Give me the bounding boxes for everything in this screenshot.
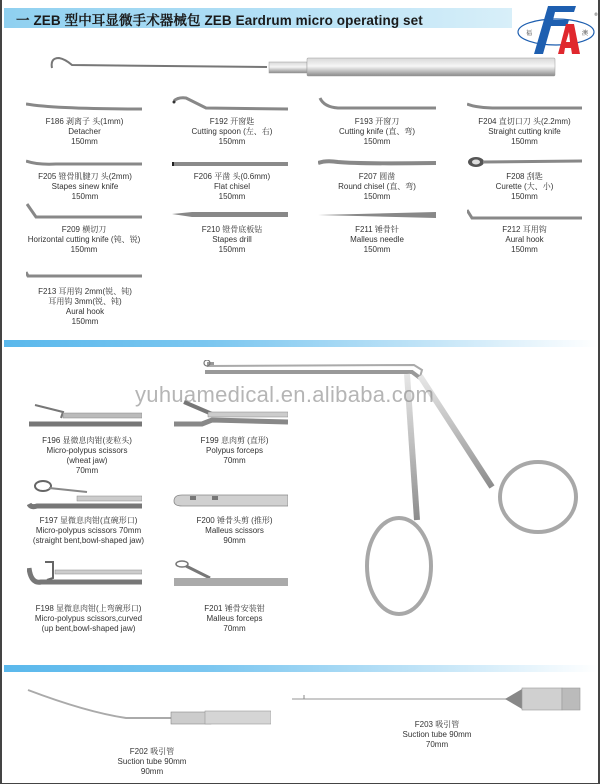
caption-f208: F208 刮匙 Curette (大、小) 150mm: [495, 172, 554, 201]
caption-f201: F201 锤骨安装钳 Malleus forceps 70mm: [204, 604, 265, 633]
section-divider-2: [4, 665, 598, 672]
micro-polypus-scissors-straight-image: [27, 478, 142, 510]
caption-f197: F197 显微息肉钳(直碗形口) Micro-polypus scissors 70mm (straight bent,bowl-shaped jaw): [32, 516, 145, 545]
stapes-sinew-knife-image: [26, 157, 142, 169]
caption-f196: F196 显微息肉钳(麦粒头) Micro-polypus scissors (wheat jaw) 70mm: [42, 436, 132, 475]
svg-text:®: ®: [594, 12, 598, 17]
section-divider: [4, 340, 598, 347]
micro-polypus-scissors-curved-image: [27, 560, 142, 590]
fa-logo-icon: [514, 2, 600, 58]
caption-f198: F198 显微息肉钳(上弯碗形口) Micro-polypus scissors,curved (up bent,bowl-shaped jaw): [34, 604, 143, 633]
malleus-scissors-image: [172, 492, 288, 510]
caption-f202: F202 吸引管 Suction tube 90mm 90mm: [117, 747, 187, 776]
caption-f200: F200 锤骨头剪 (推形) Malleus scissors 90mm: [196, 516, 273, 545]
svg-text:澳: 澳: [582, 30, 589, 37]
watermark: yuhuamedical.en.alibaba.com: [135, 382, 435, 407]
stapes-drill-image: [172, 210, 288, 218]
cutting-knife-image: [318, 97, 436, 113]
micro-polypus-scissors-wheat-jaw-image: [27, 402, 142, 428]
caption-f203: F203 吸引管 Suction tube 90mm 70mm: [402, 720, 472, 749]
straight-cutting-knife-image: [467, 100, 582, 112]
hook-instrument-image: [47, 52, 567, 82]
caption-f193: F193 开窗刀 Cutting knife (直、弯) 150mm: [338, 117, 416, 146]
caption-f209: F209 横切刀 Horizontal cutting knife (钝、锐) 150mm: [27, 225, 141, 254]
aural-hook-2-image: [26, 271, 142, 281]
caption-f199: F199 息肉剪 (直形) Polypus forceps 70mm: [200, 436, 269, 465]
caption-f211: F211 锤骨针 Malleus needle 150mm: [350, 225, 404, 254]
caption-f204: F204 直切口刀 头(2.2mm) Straight cutting knife 150mm: [478, 117, 571, 146]
title-bar: [4, 8, 512, 28]
malleus-needle-image: [318, 211, 436, 219]
polypus-forceps-image: [172, 400, 288, 428]
page-title: 一 ZEB 型中耳显微手术器械包 ZEB Eardrum micro operating set: [16, 13, 423, 28]
caption-f186: F186 剥离子 头(1mm) Detacher 150mm: [45, 117, 124, 146]
caption-f210: F210 镫骨底板钻 Stapes drill 150mm: [201, 225, 263, 254]
detacher-image: [26, 101, 142, 113]
caption-f192: F192 开窗匙 Cutting spoon (左、右) 150mm: [191, 117, 273, 146]
suction-tube-f202-image: [26, 688, 271, 728]
flat-chisel-image: [172, 160, 288, 168]
caption-f212: F212 耳用钩 Aural hook 150mm: [502, 225, 547, 254]
suction-tube-f203-image: [290, 685, 582, 721]
caption-f206: F206 平凿 头(0.6mm) Flat chisel 150mm: [193, 172, 271, 201]
svg-text:福: 福: [526, 30, 533, 37]
caption-f213: F213 耳用钩 2mm(锐、钝) 耳用钩 3mm(锐、钝) Aural hook 150mm: [38, 287, 132, 326]
curette-image: [467, 155, 582, 169]
round-chisel-image: [318, 157, 436, 169]
cutting-spoon-image: [172, 95, 288, 115]
caption-f205: F205 镫骨肌腱刀 头(2mm) Stapes sinew knife 150mm: [38, 172, 132, 201]
aural-hook-image: [467, 208, 582, 222]
malleus-forceps-image: [172, 560, 288, 590]
horizontal-cutting-knife-image: [26, 203, 142, 219]
caption-f207: F207 圆凿 Round chisel (直、弯) 150mm: [338, 172, 416, 201]
